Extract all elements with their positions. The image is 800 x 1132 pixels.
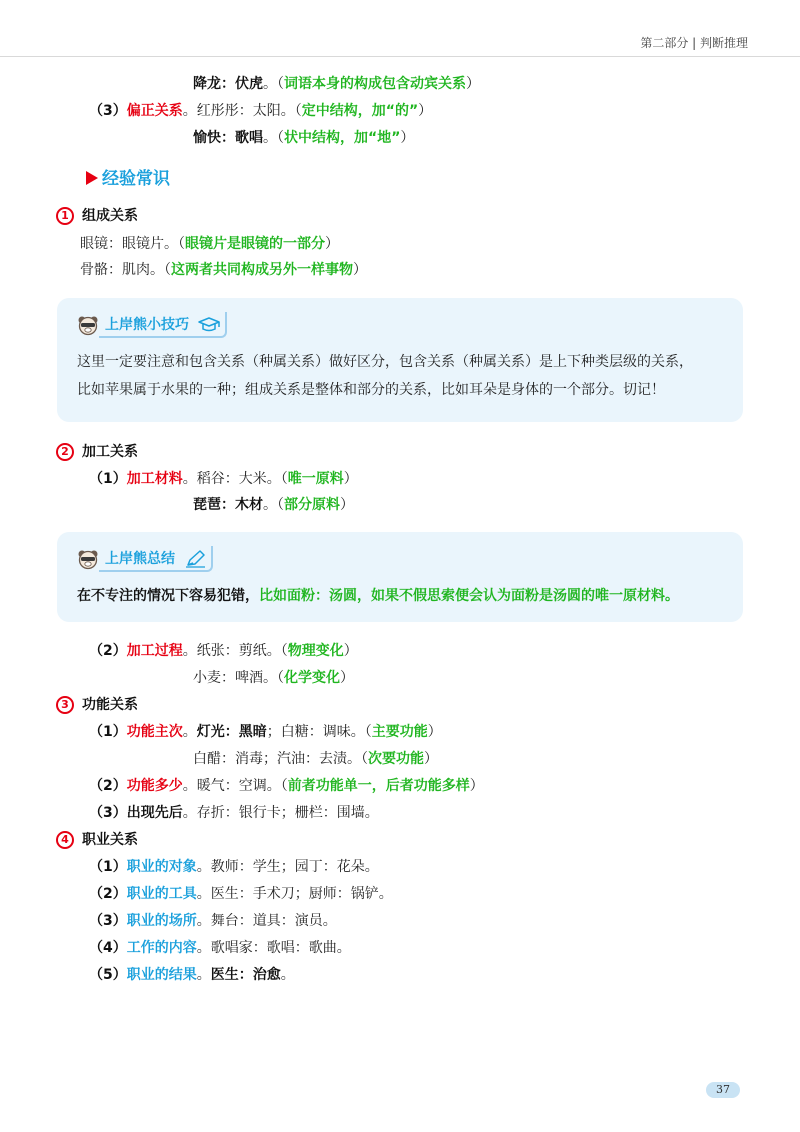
example-glasses: 眼镜：眼镜片。（眼镜片是眼镜的一部分） — [80, 236, 339, 252]
page-number: 37 — [706, 1082, 740, 1098]
example-vinegar: 白醋：消毒；汽油：去渍。（次要功能） — [193, 751, 438, 767]
example-skeleton: 骨骼：肌肉。（这两者共同构成另外一样事物） — [80, 262, 367, 278]
item-pianzheng: （3）偏正关系。红彤彤：太阳。（定中结构，加“的”） — [89, 103, 433, 119]
list-item: （3）职业的场所。舞台：道具：演员。 — [89, 913, 337, 929]
tip-box — [57, 298, 743, 422]
item-function-primary: （1）功能主次。灯光：黑暗；白糖：调味。（主要功能） — [89, 724, 442, 740]
bear-mascot-icon — [77, 548, 99, 570]
group-heading-function: 3 功能关系 — [56, 695, 138, 715]
example-line-yukuai: 愉快：歌唱。（状中结构，加“地”） — [193, 130, 415, 146]
circled-number-icon: 3 — [56, 696, 74, 714]
summary-header: 上岸熊总结 — [77, 546, 213, 572]
bear-mascot-icon — [77, 314, 99, 336]
tip-text: 这里一定要注意和包含关系（种属关系）做好区分，包含关系（种属关系）是上下种类层级的关系， 比如苹果属于水果的一种；组成关系是整体和部分的关系，比如耳朵是身体的一个部分。切记！ — [77, 354, 693, 398]
header-divider — [0, 56, 800, 57]
graduation-cap-icon — [197, 316, 221, 334]
summary-text: 在不专注的情况下容易犯错，比如面粉：汤圆，如果不假思索便会认为面粉是汤圆的唯一原材料。 — [77, 588, 679, 604]
item-function-count: （2）功能多少。暖气：空调。（前者功能单一，后者功能多样） — [89, 778, 484, 794]
example-line-jianglong: 降龙：伏虎。（词语本身的构成包含动宾关系） — [193, 76, 480, 92]
example-wheat: 小麦：啤酒。（化学变化） — [193, 670, 354, 686]
list-item: （1）职业的对象。教师：学生；园丁：花朵。 — [89, 859, 379, 875]
item-function-order: （3）出现先后。存折：银行卡；栅栏：围墙。 — [89, 805, 379, 821]
summary-box — [57, 532, 743, 622]
list-item: （2）职业的工具。医生：手术刀；厨师：锅铲。 — [89, 886, 393, 902]
section-title: 经验常识 — [86, 168, 170, 191]
group-heading-composition: 1 组成关系 — [56, 206, 138, 226]
group-heading-processing: 2 加工关系 — [56, 442, 138, 462]
list-item: （5）职业的结果。医生：治愈。 — [89, 967, 295, 983]
circled-number-icon: 4 — [56, 831, 74, 849]
item-processing-material: （1）加工材料。稻谷：大米。（唯一原料） — [89, 471, 358, 487]
running-header: 第二部分 | 判断推理 — [640, 36, 748, 50]
tip-header: 上岸熊小技巧 — [77, 312, 227, 338]
triangle-bullet-icon — [86, 171, 98, 185]
example-pipa: 琵琶：木材。（部分原料） — [193, 497, 354, 513]
list-item: （4）工作的内容。歌唱家：歌唱：歌曲。 — [89, 940, 351, 956]
pen-icon — [183, 550, 207, 568]
item-processing-process: （2）加工过程。纸张：剪纸。（物理变化） — [89, 643, 358, 659]
circled-number-icon: 2 — [56, 443, 74, 461]
group-heading-occupation: 4 职业关系 — [56, 830, 138, 850]
circled-number-icon: 1 — [56, 207, 74, 225]
